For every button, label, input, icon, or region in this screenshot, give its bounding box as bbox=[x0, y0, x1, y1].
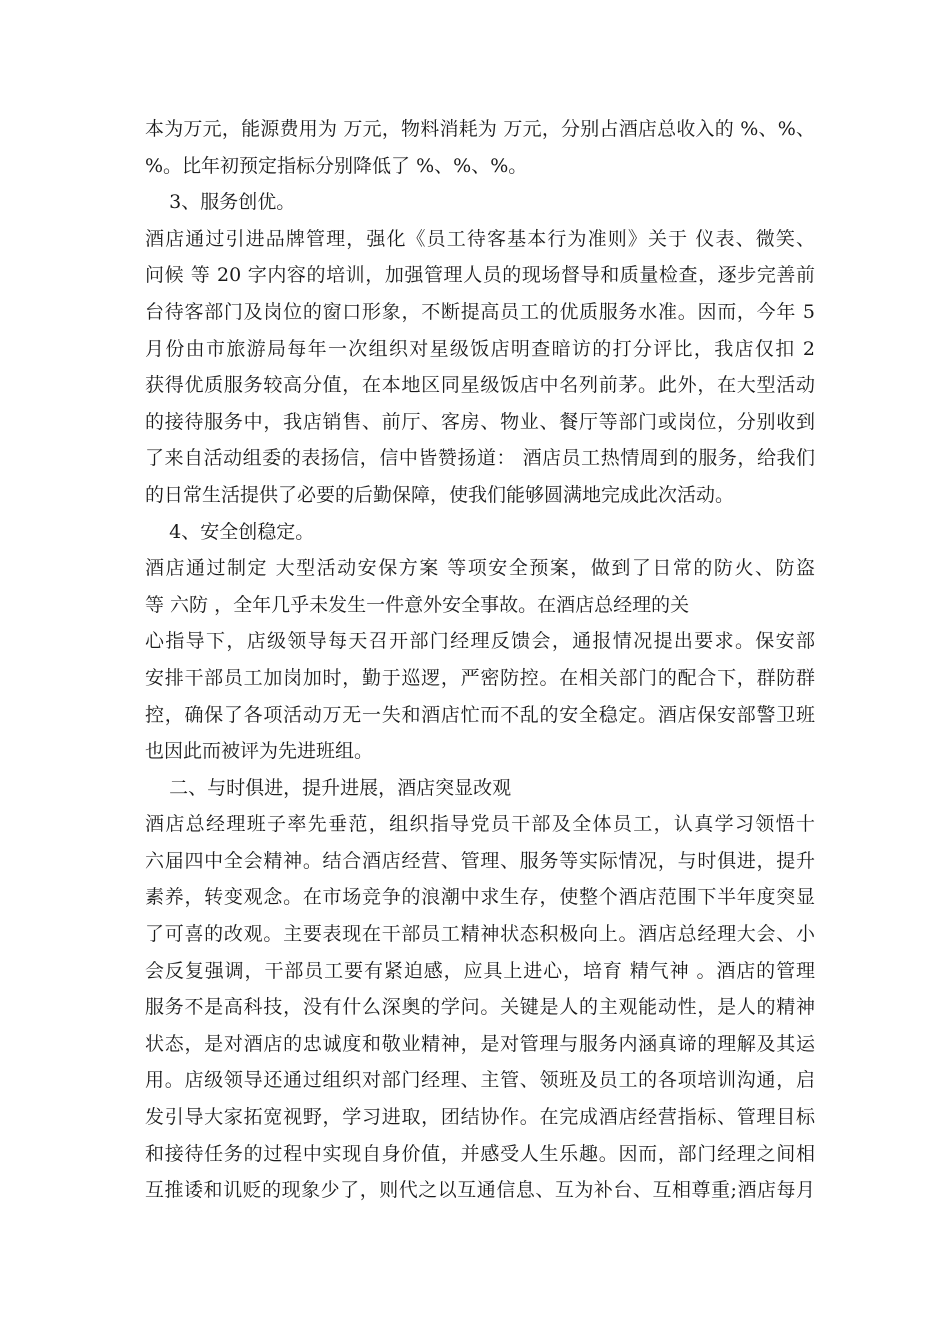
text-line: 酒店总经理班子率先垂范，组织指导党员干部及全体员工，认真学习领悟十 bbox=[145, 813, 815, 836]
text-line: 心指导下，店级领导每天召开部门经理反馈会，通报情况提出要求。保安部 bbox=[145, 630, 815, 653]
text-line: 了可喜的改观。主要表现在干部员工精神状态积极向上。酒店总经理大会、小 bbox=[145, 923, 815, 946]
text-line: 安排干部员工加岗加时，勤于巡逻，严密防控。在相关部门的配合下，群防群 bbox=[145, 666, 815, 689]
section-heading: 4、安全创稳定。 bbox=[145, 520, 315, 543]
text-line: 了来自活动组委的表扬信，信中皆赞扬道： 酒店员工热情周到的服务，给我们 bbox=[145, 447, 815, 470]
text-line: 状态，是对酒店的忠诚度和敬业精神，是对管理与服务内涵真谛的理解及其运 bbox=[145, 1032, 815, 1055]
section-heading: 3、服务创优。 bbox=[145, 191, 296, 214]
text-line: 互推诿和讥贬的现象少了，则代之以互通信息、互为补台、互相尊重;酒店每月 bbox=[145, 1179, 815, 1202]
text-line: 等 六防 ，全年几乎未发生一件意外安全事故。在酒店总经理的关 bbox=[145, 593, 690, 616]
text-line: 酒店通过制定 大型活动安保方案 等项安全预案，做到了日常的防火、防盗 bbox=[145, 557, 815, 580]
text-line: 酒店通过引进品牌管理，强化《员工待客基本行为准则》关于 仪表、微笑、 bbox=[145, 227, 815, 250]
text-line: 服务不是高科技，没有什么深奥的学问。关键是人的主观能动性，是人的精神 bbox=[145, 996, 815, 1019]
text-line: 也因此而被评为先进班组。 bbox=[145, 740, 374, 763]
text-line: 素养，转变观念。在市场竞争的浪潮中求生存，使整个酒店范围下半年度突显 bbox=[145, 886, 815, 909]
text-line: 获得优质服务较高分值，在本地区同星级饭店中名列前茅。此外，在大型活动 bbox=[145, 374, 815, 397]
text-line: 台待客部门及岗位的窗口形象，不断提高员工的优质服务水准。因而，今年 5 bbox=[145, 300, 815, 323]
text-line: %。比年初预定指标分别降低了 %、%、%。 bbox=[145, 154, 528, 177]
text-line: 本为万元，能源费用为 万元，物料消耗为 万元，分别占酒店总收入的 %、%、 bbox=[145, 118, 815, 140]
document-body bbox=[145, 111, 815, 1209]
text-line: 和接待任务的过程中实现自身价值，并感受人生乐趣。因而，部门经理之间相 bbox=[145, 1142, 815, 1165]
text-line: 月份由市旅游局每年一次组织对星级饭店明查暗访的打分评比，我店仅扣 2 bbox=[145, 337, 815, 360]
text-line: 发引导大家拓宽视野，学习进取，团结协作。在完成酒店经营指标、管理目标 bbox=[145, 1106, 815, 1129]
text-line: 会反复强调，干部员工要有紧迫感，应具上进心，培育 精气神 。酒店的管理 bbox=[145, 959, 815, 982]
text-line: 用。店级领导还通过组织对部门经理、主管、领班及员工的各项培训沟通，启 bbox=[145, 1069, 815, 1092]
text-line: 问候 等 20 字内容的培训，加强管理人员的现场督导和质量检查，逐步完善前 bbox=[145, 264, 815, 287]
text-line: 控，确保了各项活动万无一失和酒店忙而不乱的安全稳定。酒店保安部警卫班 bbox=[145, 703, 815, 726]
text-line: 的接待服务中，我店销售、前厅、客房、物业、餐厅等部门或岗位，分别收到 bbox=[145, 410, 815, 433]
section-heading: 二、与时俱进，提升进展，酒店突显改观 bbox=[145, 776, 512, 799]
text-line: 六届四中全会精神。结合酒店经营、管理、服务等实际情况，与时俱进，提升 bbox=[145, 849, 815, 872]
text-line: 的日常生活提供了必要的后勤保障，使我们能够圆满地完成此次活动。 bbox=[145, 483, 735, 506]
